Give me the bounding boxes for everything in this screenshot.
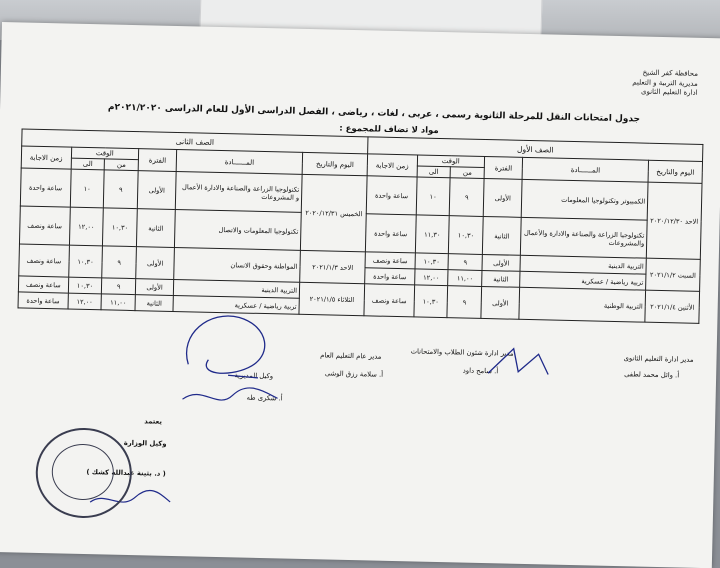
g2-period-cell: الثانية <box>135 295 174 312</box>
g2-to-header: الى <box>71 158 105 170</box>
header-line-administration: ادارة التعليم الثانوى <box>640 87 698 97</box>
g2-time-header: الوقت <box>71 147 139 160</box>
g2-duration-cell: ساعة ونصف <box>19 206 69 245</box>
g2-duration-cell: ساعة ونصف <box>19 244 69 277</box>
g2-duration-header: زمن الاجابة <box>21 146 71 169</box>
g2-subject-cell: تربية رياضية / عسكرية <box>173 295 299 314</box>
g2-to-cell: ١٢,٠٠ <box>69 207 104 246</box>
document <box>4 50 710 556</box>
header-line-directorate: مديرية التربية و التعليم <box>632 77 698 88</box>
sig1-name: أ. وائل محمد لطفى <box>624 370 680 380</box>
g2-from-cell: ٩ <box>102 246 136 279</box>
document-title: جدول امتحانات النقل للمرحلة الثانوية رسمى ، عربى ، لغات ، رياضى ، الفصل الدراسى الأول للعام الدراسى ٢٠٢١/٢٠٢٠م <box>107 102 641 125</box>
sig1-title: مدير ادارة التعليم الثانوى <box>623 354 694 364</box>
g2-subject-cell: تكنولوجيا المعلومات والاتصال <box>175 209 302 250</box>
sig3-name: أ. سلامة رزق الوشى <box>324 369 384 379</box>
g1-period-cell: الأولى <box>481 286 520 319</box>
g2-day-cell: الخميس ٢٠٢٠/١٢/٣١ <box>300 174 367 251</box>
g2-to-cell: ١٢,٠٠ <box>68 293 102 310</box>
g2-subject-cell: تكنولوجيا الزراعة والصناعة والادارة الأعمال و المشروعات <box>175 171 302 212</box>
g1-subject-cell: التربية الدينية <box>520 255 646 274</box>
g2-from-cell: ١٠,٣٠ <box>103 208 138 247</box>
g2-period-cell: الأولى <box>137 171 176 210</box>
g2-day-header: اليوم والتاريخ <box>302 152 368 175</box>
seal-emblem <box>51 443 114 500</box>
g2-subject-cell: التربية الدينية <box>174 279 300 298</box>
g1-subject-cell: تكنولوجيا الزراعة والصناعة والادارة والأعمال والمشروعات <box>521 217 648 258</box>
g2-duration-cell: ساعة واحدة <box>18 292 68 309</box>
sig5-title: وكيل الوزارة <box>123 438 167 448</box>
g1-time-header: الوقت <box>417 155 485 168</box>
sig4-title: وكيل المديرية <box>234 371 274 381</box>
document-paper <box>0 22 720 568</box>
g2-from-header: من <box>104 159 138 171</box>
g1-period-cell: الثانية <box>482 270 521 287</box>
g1-duration-cell: ساعة واحدة <box>366 176 416 215</box>
signatures-area <box>4 330 703 546</box>
g1-period-header: الفترة <box>484 156 523 179</box>
g2-to-cell: ١٠ <box>70 169 105 208</box>
g2-period-cell: الأولى <box>135 279 174 296</box>
g1-day-cell: الأثنين ٢٠٢١/١/٤ <box>645 290 700 323</box>
g1-period-cell: الأولى <box>482 254 521 271</box>
g1-from-cell: ١١,٠٠ <box>448 270 482 287</box>
g1-day-cell: السبت ٢٠٢١/١/٢ <box>646 258 701 291</box>
handwritten-signature-3 <box>478 343 559 385</box>
g1-day-cell: الاحد ٢٠٢٠/١٢/٣٠ <box>646 182 702 259</box>
sig4-name: أ. شكرى طه <box>246 393 283 403</box>
g1-from-cell: ٩ <box>450 178 485 217</box>
g1-to-cell: ١١,٣٠ <box>415 215 450 254</box>
g1-duration-cell: ساعة واحدة <box>366 214 416 253</box>
g2-period-cell: الأولى <box>136 247 175 280</box>
approve-label: يعتمد <box>144 417 163 426</box>
g2-to-cell: ١٠,٣٠ <box>68 277 102 294</box>
g1-subject-header: المــــــادة <box>522 157 648 182</box>
header-line-governorate: محافظة كفر الشيخ <box>642 68 699 78</box>
g1-duration-cell: ساعة ونصف <box>364 284 414 317</box>
g1-from-cell: ٩ <box>447 286 481 319</box>
g2-duration-cell: ساعة واحدة <box>20 168 70 207</box>
g1-from-cell: ٩ <box>448 254 482 271</box>
exam-schedule-table <box>18 128 704 323</box>
grade2-header: الصف الثانى <box>22 129 368 154</box>
g1-duration-cell: ساعة ونصف <box>365 252 415 269</box>
g2-from-cell: ٩ <box>104 170 139 209</box>
sig2-title: مدير ادارة شئون الطلاب والامتحانات <box>410 347 514 358</box>
g2-subject-cell: المواطنة وحقوق الانسان <box>174 247 301 282</box>
g1-to-cell: ١٢,٠٠ <box>414 269 448 286</box>
g1-to-cell: ١٠,٣٠ <box>414 285 448 318</box>
g1-subject-cell: الكمبيوتر وتكنولوجيا المعلومات <box>521 179 648 220</box>
g2-period-header: الفترة <box>138 149 177 172</box>
g2-subject-header: المــــــادة <box>176 149 302 174</box>
g2-from-cell: ٩ <box>102 278 136 295</box>
g2-day-cell: الثلاثاء ٢٠٢١/١/٥ <box>299 282 365 315</box>
g2-duration-cell: ساعة ونصف <box>18 276 68 293</box>
g1-period-cell: الأولى <box>483 178 522 217</box>
g2-from-cell: ١١,٠٠ <box>101 294 135 311</box>
g1-to-cell: ١٠ <box>416 177 451 216</box>
grade1-header: الصف الأول <box>368 137 703 162</box>
handwritten-signature-2 <box>177 374 288 416</box>
g1-from-header: من <box>450 167 484 179</box>
g2-day-cell: الاحد ٢٠٢١/١/٣ <box>300 250 366 283</box>
g1-subject-cell: تربية رياضية / عسكرية <box>520 271 646 290</box>
sig3-title: مدير عام التعليم العام <box>320 351 382 361</box>
header-block <box>632 68 698 98</box>
document-subtitle: مواد لا تضاف للمجموع : <box>339 123 439 136</box>
g1-period-cell: الثانية <box>482 216 521 255</box>
sig5-name: ( د. بثينة عبدالله كشك ) <box>86 468 166 478</box>
g1-duration-cell: ساعة واحدة <box>365 268 415 285</box>
sig2-name: أ. سامح داود <box>462 366 499 376</box>
g1-to-cell: ١٠,٣٠ <box>415 253 449 270</box>
g1-day-header: اليوم والتاريخ <box>648 160 702 183</box>
g2-to-cell: ١٠,٣٠ <box>68 245 102 278</box>
g1-subject-cell: التربية الوطنية <box>519 287 646 322</box>
g1-duration-header: زمن الاجابة <box>367 154 417 177</box>
g1-from-cell: ١٠,٣٠ <box>449 216 484 255</box>
g1-to-header: الى <box>417 166 451 178</box>
g2-period-cell: الثانية <box>136 209 175 248</box>
